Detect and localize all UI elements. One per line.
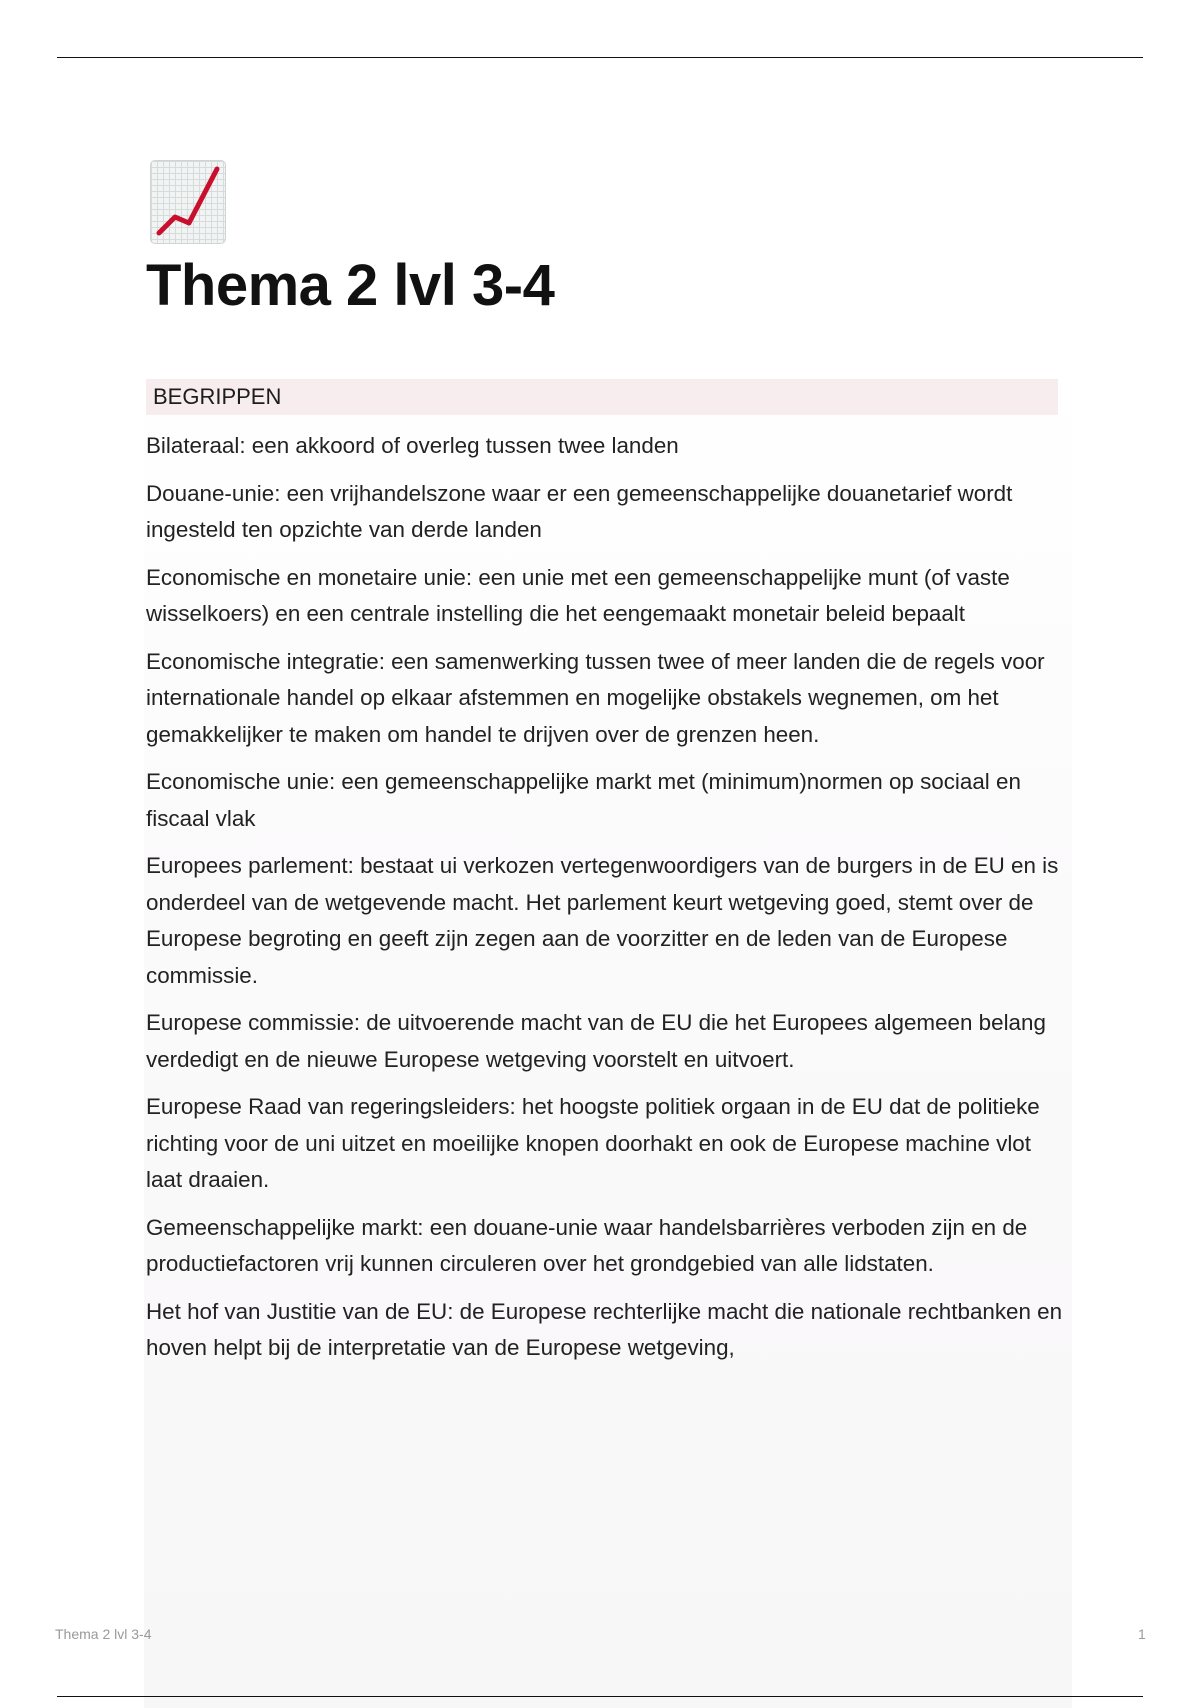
term-item: Economische unie: een gemeenschappelijke markt met (minimum)normen op sociaal en fiscaal vlak	[146, 769, 1021, 831]
term-item: Economische en monetaire unie: een unie met een gemeenschappelijke munt (of vaste wisselkoers) en een centrale instelling die het eengemaakt monetair beleid bepaalt	[146, 564, 1010, 626]
section-header: BEGRIPPEN	[146, 379, 1058, 415]
bottom-rule	[57, 1696, 1143, 1697]
term-item: Douane-unie: een vrijhandelszone waar er een gemeenschappelijke douanetarief wordt ingesteld ten opzichte van derde landen	[146, 480, 1013, 542]
top-rule	[57, 57, 1143, 58]
term-item: Europese commissie: de uitvoerende macht van de EU die het Europees algemeen belang verdedigt en de nieuwe Europese wetgeving voorstelt en uitvoert.	[146, 1010, 1046, 1072]
term-item: Bilateraal: een akkoord of overleg tussen twee landen	[146, 433, 679, 458]
term-item: Economische integratie: een samenwerking tussen twee of meer landen die de regels voor internationale handel op elkaar afstemmen en mogelijke obstakels wegnemen, om het gemakkelijker te maken om handel te drijven over de grenzen heen.	[146, 648, 1045, 747]
terms-list	[146, 428, 1066, 1378]
term-item: Europees parlement: bestaat ui verkozen vertegenwoordigers van de burgers in de EU en is onderdeel van de wetgevende macht. Het parlement keurt wetgeving goed, stemt over de Europese begroting en geeft zijn zegen aan de voorzitter en de leden van de Europese commissie.	[146, 853, 1059, 988]
page-title: Thema 2 lvl 3-4	[146, 253, 555, 318]
term-item: Europese Raad van regeringsleiders: het hoogste politiek orgaan in de EU dat de politieke richting voor de uni uitzet en moeilijke knopen doorhakt en ook de Europese machine vlot laat draaien.	[146, 1094, 1040, 1192]
footer-title: Thema 2 lvl 3-4	[55, 1626, 152, 1642]
term-item: Het hof van Justitie van de EU: de Europese rechterlijke macht die nationale rechtbanken en hoven helpt bij de interpretatie van de Europese wetgeving,	[146, 1298, 1063, 1360]
footer-page-number: 1	[1138, 1626, 1146, 1642]
term-item: Gemeenschappelijke markt: een douane-unie waar handelsbarrières verboden zijn en de productiefactoren vrij kunnen circuleren over het grondgebied van alle lidstaten.	[146, 1214, 1028, 1276]
chart-increasing-icon	[150, 160, 226, 244]
